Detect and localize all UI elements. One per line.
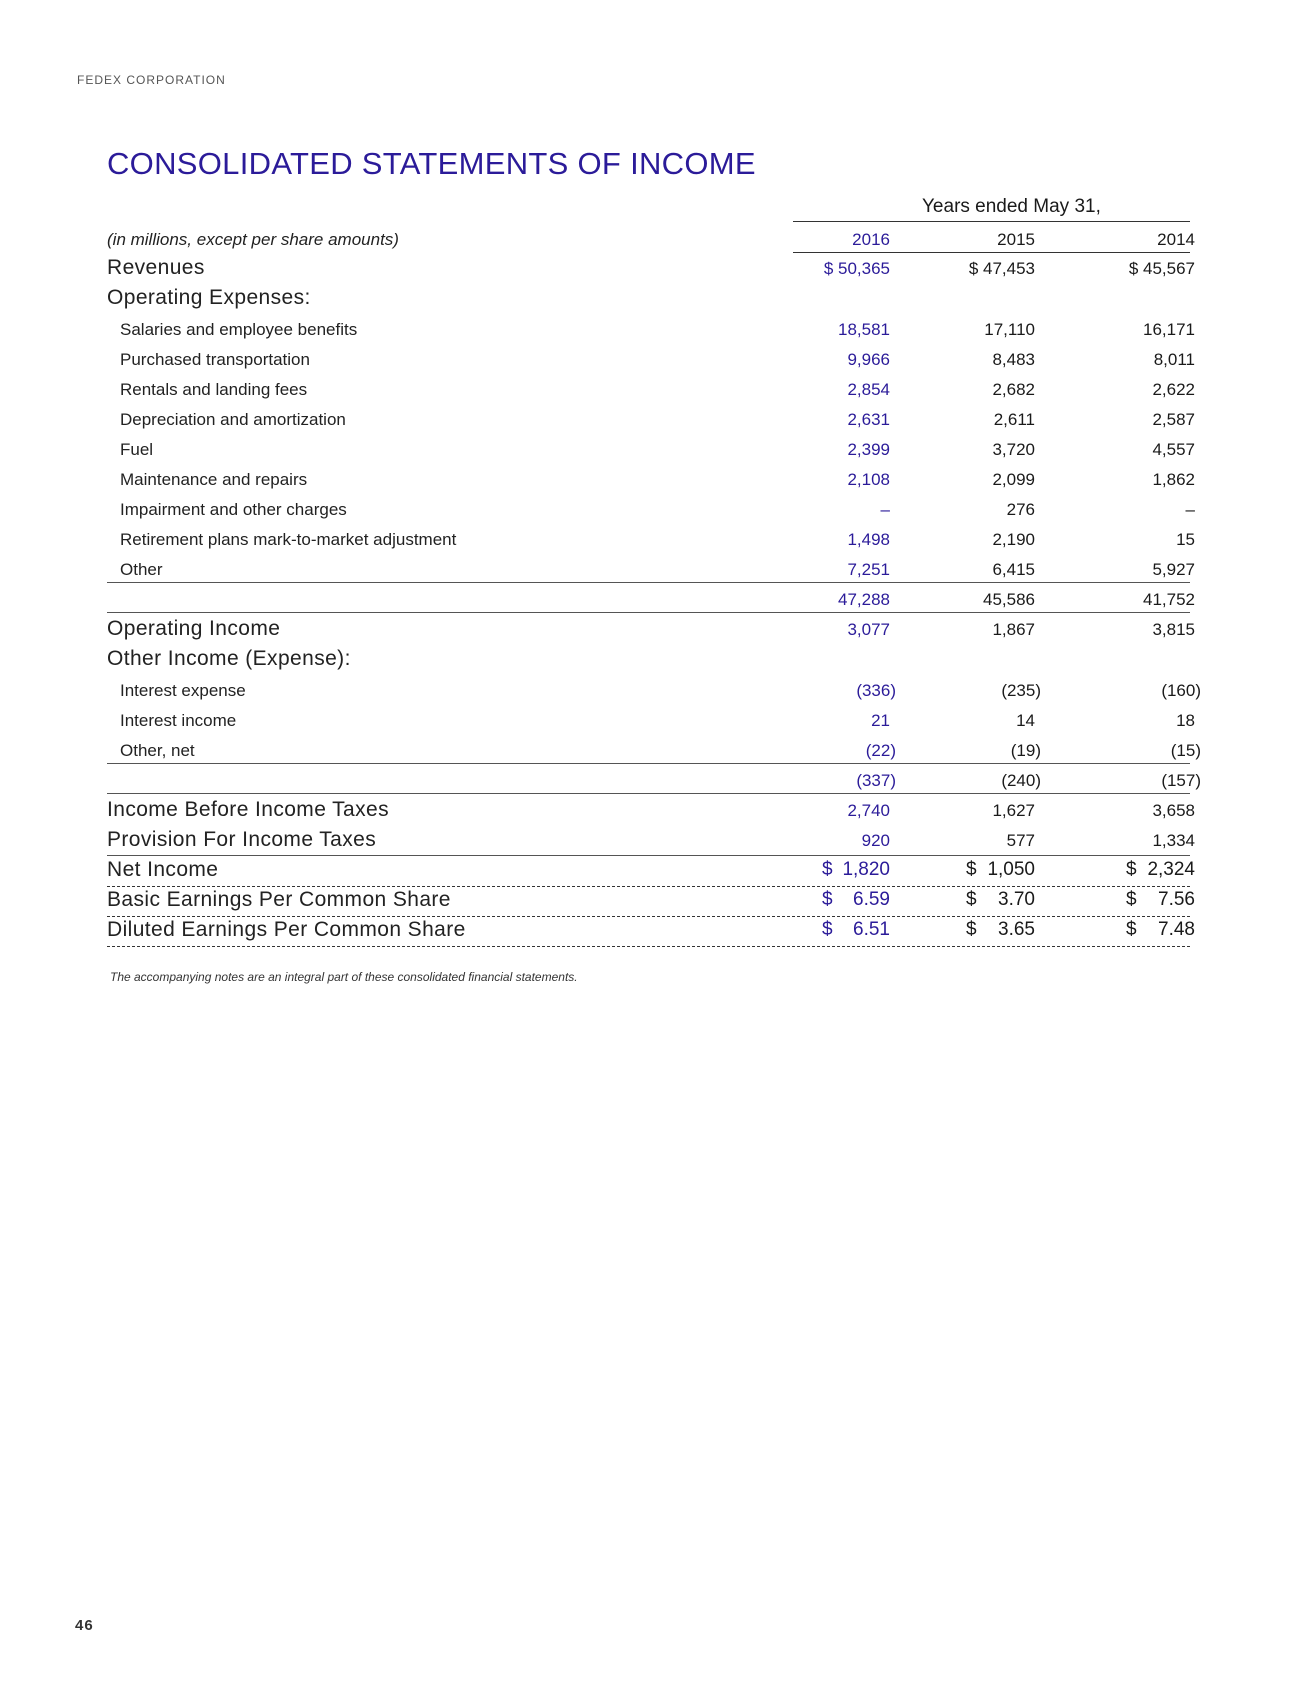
row-label: Net Income: [107, 858, 219, 881]
row-purchased-transportation: [0, 346, 1301, 376]
value-2015: (240): [1001, 771, 1041, 790]
currency-symbol: $: [822, 859, 833, 880]
row-net-income: [0, 857, 1301, 887]
row-maintenance: [0, 466, 1301, 496]
value-2015: 2,611: [993, 410, 1035, 429]
value-2015: 577: [1006, 831, 1035, 850]
row-label: Rentals and landing fees: [120, 380, 308, 399]
period-underline: [793, 221, 1190, 222]
value-2015: $ 47,453: [968, 259, 1035, 278]
row-retirement: [0, 526, 1301, 556]
row-label: Other, net: [120, 741, 195, 760]
value-2015: 1,627: [992, 801, 1035, 820]
value-2014: 7.48: [1158, 919, 1195, 940]
currency-symbol: $: [822, 919, 833, 940]
period-header: Years ended May 31,: [922, 196, 1101, 217]
page-title: CONSOLIDATED STATEMENTS OF INCOME: [107, 146, 756, 181]
year-header-2015: 2015: [997, 230, 1035, 249]
value-2014: 16,171: [1143, 320, 1195, 339]
row-revenues: [0, 255, 1301, 285]
value-2016: 18,581: [838, 320, 890, 339]
row-operating-income: [0, 616, 1301, 646]
value-2016: 9,966: [847, 350, 890, 369]
currency-symbol: $: [1126, 919, 1137, 940]
currency-symbol: $: [1126, 859, 1137, 880]
value-2016: –: [880, 500, 890, 519]
row-label: Depreciation and amortization: [120, 410, 346, 429]
value-2016: 6.59: [853, 889, 890, 910]
divider: [107, 855, 1190, 856]
value-2016: 2,854: [847, 380, 890, 399]
value-2015: 2,682: [992, 380, 1035, 399]
value-2014: 1,334: [1152, 831, 1195, 850]
currency-symbol: $: [966, 889, 977, 910]
row-label: Purchased transportation: [120, 350, 310, 369]
value-2014: 3,658: [1152, 801, 1195, 820]
value-2016: (22): [865, 741, 896, 760]
footnote: The accompanying notes are an integral part of these consolidated financial statements.: [110, 970, 578, 984]
value-2016: (337): [856, 771, 896, 790]
row-label: Fuel: [120, 440, 154, 459]
value-2015: (235): [1001, 681, 1041, 700]
value-2016: 7,251: [847, 560, 890, 579]
divider: [107, 612, 1190, 613]
value-2016: 1,498: [847, 530, 890, 549]
value-2016: 2,108: [847, 470, 890, 489]
value-2015: 8,483: [992, 350, 1035, 369]
value-2015: 1,050: [987, 859, 1035, 880]
value-2014: (160): [1161, 681, 1201, 700]
row-label: Diluted Earnings Per Common Share: [107, 918, 466, 941]
value-2015: (19): [1010, 741, 1041, 760]
row-label: Salaries and employee benefits: [120, 320, 358, 339]
row-income-before-tax: [0, 797, 1301, 827]
row-label: Provision For Income Taxes: [107, 828, 377, 851]
page-number: 46: [75, 1617, 94, 1634]
value-2014: 7.56: [1158, 889, 1195, 910]
row-label: Maintenance and repairs: [120, 470, 308, 489]
row-label: Interest income: [120, 711, 237, 730]
value-2014: 3,815: [1152, 620, 1195, 639]
year-header-2014: 2014: [1157, 230, 1195, 249]
row-diluted-eps: [0, 917, 1301, 947]
value-2016: 47,288: [838, 590, 890, 609]
value-2015: 2,099: [992, 470, 1035, 489]
value-2016: $ 50,365: [823, 259, 890, 278]
value-2014: (157): [1161, 771, 1201, 790]
section-label: Operating Expenses:: [107, 286, 311, 309]
value-2016: 3,077: [847, 620, 890, 639]
row-impairment: [0, 496, 1301, 526]
currency-symbol: $: [966, 919, 977, 940]
value-2016: 21: [871, 711, 890, 730]
value-2014: –: [1185, 500, 1195, 519]
divider: [107, 763, 1190, 764]
value-2015: 45,586: [983, 590, 1035, 609]
row-basic-eps: [0, 887, 1301, 917]
row-label: Revenues: [107, 256, 205, 279]
value-2015: 3.70: [998, 889, 1035, 910]
currency-symbol: $: [822, 889, 833, 910]
value-2016: 2,740: [847, 801, 890, 820]
year-header-2016: 2016: [852, 230, 890, 249]
value-2014: (15): [1170, 741, 1201, 760]
value-2015: 2,190: [992, 530, 1035, 549]
company-name: FEDEX CORPORATION: [77, 73, 226, 87]
value-2014: 1,862: [1152, 470, 1195, 489]
currency-symbol: $: [966, 859, 977, 880]
row-provision: [0, 827, 1301, 857]
row-interest-expense: [0, 677, 1301, 707]
row-fuel: [0, 436, 1301, 466]
value-2015: 6,415: [992, 560, 1035, 579]
units-note: (in millions, except per share amounts): [107, 230, 399, 249]
value-2014: 2,587: [1152, 410, 1195, 429]
row-label: Income Before Income Taxes: [107, 798, 389, 821]
value-2014: 2,622: [1152, 380, 1195, 399]
value-2014: 41,752: [1143, 590, 1195, 609]
row-label: Basic Earnings Per Common Share: [107, 888, 451, 911]
row-rentals: [0, 376, 1301, 406]
divider: [107, 582, 1190, 583]
value-2016: 2,631: [847, 410, 890, 429]
value-2016: 6.51: [853, 919, 890, 940]
value-2016: 920: [861, 831, 890, 850]
row-label: Retirement plans mark-to-market adjustment: [120, 530, 457, 549]
value-2014: 2,324: [1147, 859, 1195, 880]
value-2014: 5,927: [1152, 560, 1195, 579]
value-2015: 14: [1016, 711, 1035, 730]
row-salaries: [0, 316, 1301, 346]
value-2015: 3.65: [998, 919, 1035, 940]
row-label: Impairment and other charges: [120, 500, 347, 519]
value-2015: 276: [1006, 500, 1035, 519]
row-label: Operating Income: [107, 617, 281, 640]
row-label: Interest expense: [120, 681, 246, 700]
value-2015: 3,720: [992, 440, 1035, 459]
value-2014: 15: [1176, 530, 1195, 549]
value-2014: 8,011: [1153, 350, 1195, 369]
value-2014: 4,557: [1152, 440, 1195, 459]
value-2016: (336): [856, 681, 896, 700]
divider: [107, 793, 1190, 794]
dashed-divider: [107, 946, 1190, 947]
row-operating-expenses-header: [0, 285, 1301, 315]
value-2016: 2,399: [847, 440, 890, 459]
value-2016: 1,820: [842, 859, 890, 880]
row-interest-income: [0, 707, 1301, 737]
row-label: Other: [120, 560, 163, 579]
year-underline: [793, 252, 1190, 253]
row-depreciation: [0, 406, 1301, 436]
section-label: Other Income (Expense):: [107, 647, 351, 670]
currency-symbol: $: [1126, 889, 1137, 910]
value-2014: 18: [1176, 711, 1195, 730]
value-2014: $ 45,567: [1128, 259, 1195, 278]
row-other-income-header: [0, 646, 1301, 676]
value-2015: 17,110: [984, 320, 1035, 339]
value-2015: 1,867: [992, 620, 1035, 639]
